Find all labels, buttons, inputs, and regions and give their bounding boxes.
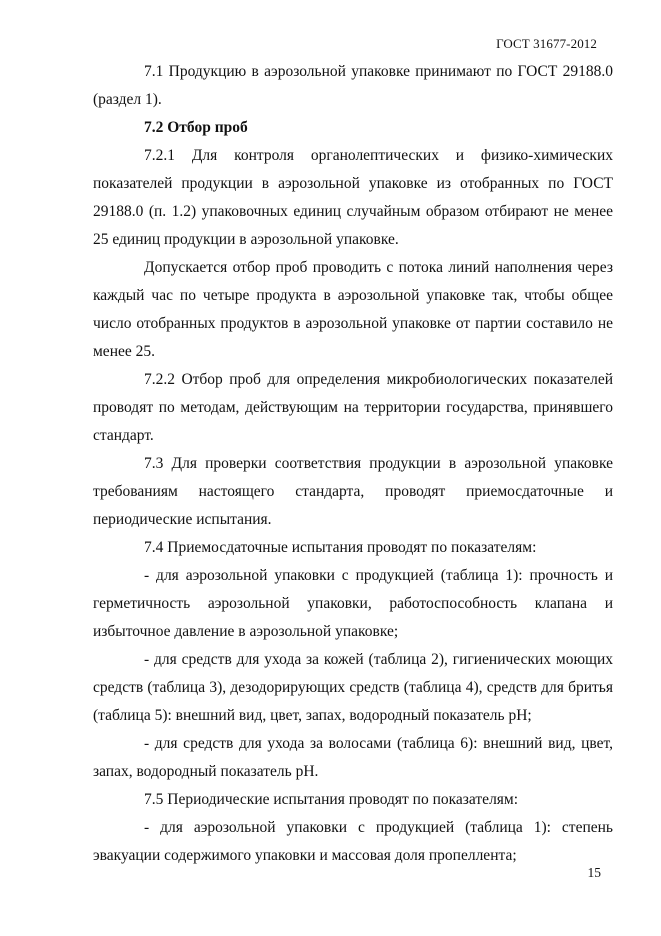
- document-body: [93, 58, 613, 870]
- paragraph-7-2-2: 7.2.2 Отбор проб для определения микробиологических показателей проводят по методам, действующим на территории государства, принявшего стандарт.: [93, 371, 613, 444]
- paragraph-7-3: 7.3 Для проверки соответствия продукции в аэрозольной упаковке требованиям настоящего стандарта, проводят приемосдаточные и периодические испытания.: [93, 455, 613, 528]
- section-heading-7-2: 7.2 Отбор проб: [144, 119, 248, 136]
- list-item-hair-care: - для средств для ухода за волосами (таблица 6): внешний вид, цвет, запах, водородный показатель pH.: [93, 735, 613, 780]
- list-item-aerosol-package: - для аэрозольной упаковки с продукцией (таблица 1): прочность и герметичность аэрозольной упаковки, работоспособность клапана и избыточное давление в аэрозольной упаковке;: [93, 567, 613, 640]
- paragraph-7-4: 7.4 Приемосдаточные испытания проводят по показателям:: [144, 539, 537, 556]
- list-item-skin-care: - для средств для ухода за кожей (таблица 2), гигиенических моющих средств (таблица 3), дезодорирующих средств (таблица 4), средств для бритья (таблица 5): внешний вид, цвет, запах, водородный показатель pH;: [93, 651, 613, 724]
- list-item-periodic-aerosol: - для аэрозольной упаковки с продукцией (таблица 1): степень эвакуации содержимого упаковки и массовая доля пропеллента;: [93, 819, 613, 864]
- document-code-header: ГОСТ 31677-2012: [496, 36, 597, 51]
- page-number: 15: [587, 865, 601, 880]
- paragraph-sampling-allowance: Допускается отбор проб проводить с потока линий наполнения через каждый час по четыре продукта в аэрозольной упаковке так, чтобы общее число отобранных продуктов в аэрозольной упаковке от партии составило не менее 25.: [93, 259, 613, 360]
- paragraph-7-5: 7.5 Периодические испытания проводят по показателям:: [144, 791, 519, 808]
- paragraph-7-1: 7.1 Продукцию в аэрозольной упаковке принимают по ГОСТ 29188.0 (раздел 1).: [93, 63, 613, 108]
- paragraph-7-2-1: 7.2.1 Для контроля органолептических и физико-химических показателей продукции в аэрозольной упаковке из отобранных по ГОСТ 29188.0 (п. 1.2) упаковочных единиц случайным образом отбирают не менее 25 единиц продукции в аэрозольной упаковке.: [93, 147, 613, 248]
